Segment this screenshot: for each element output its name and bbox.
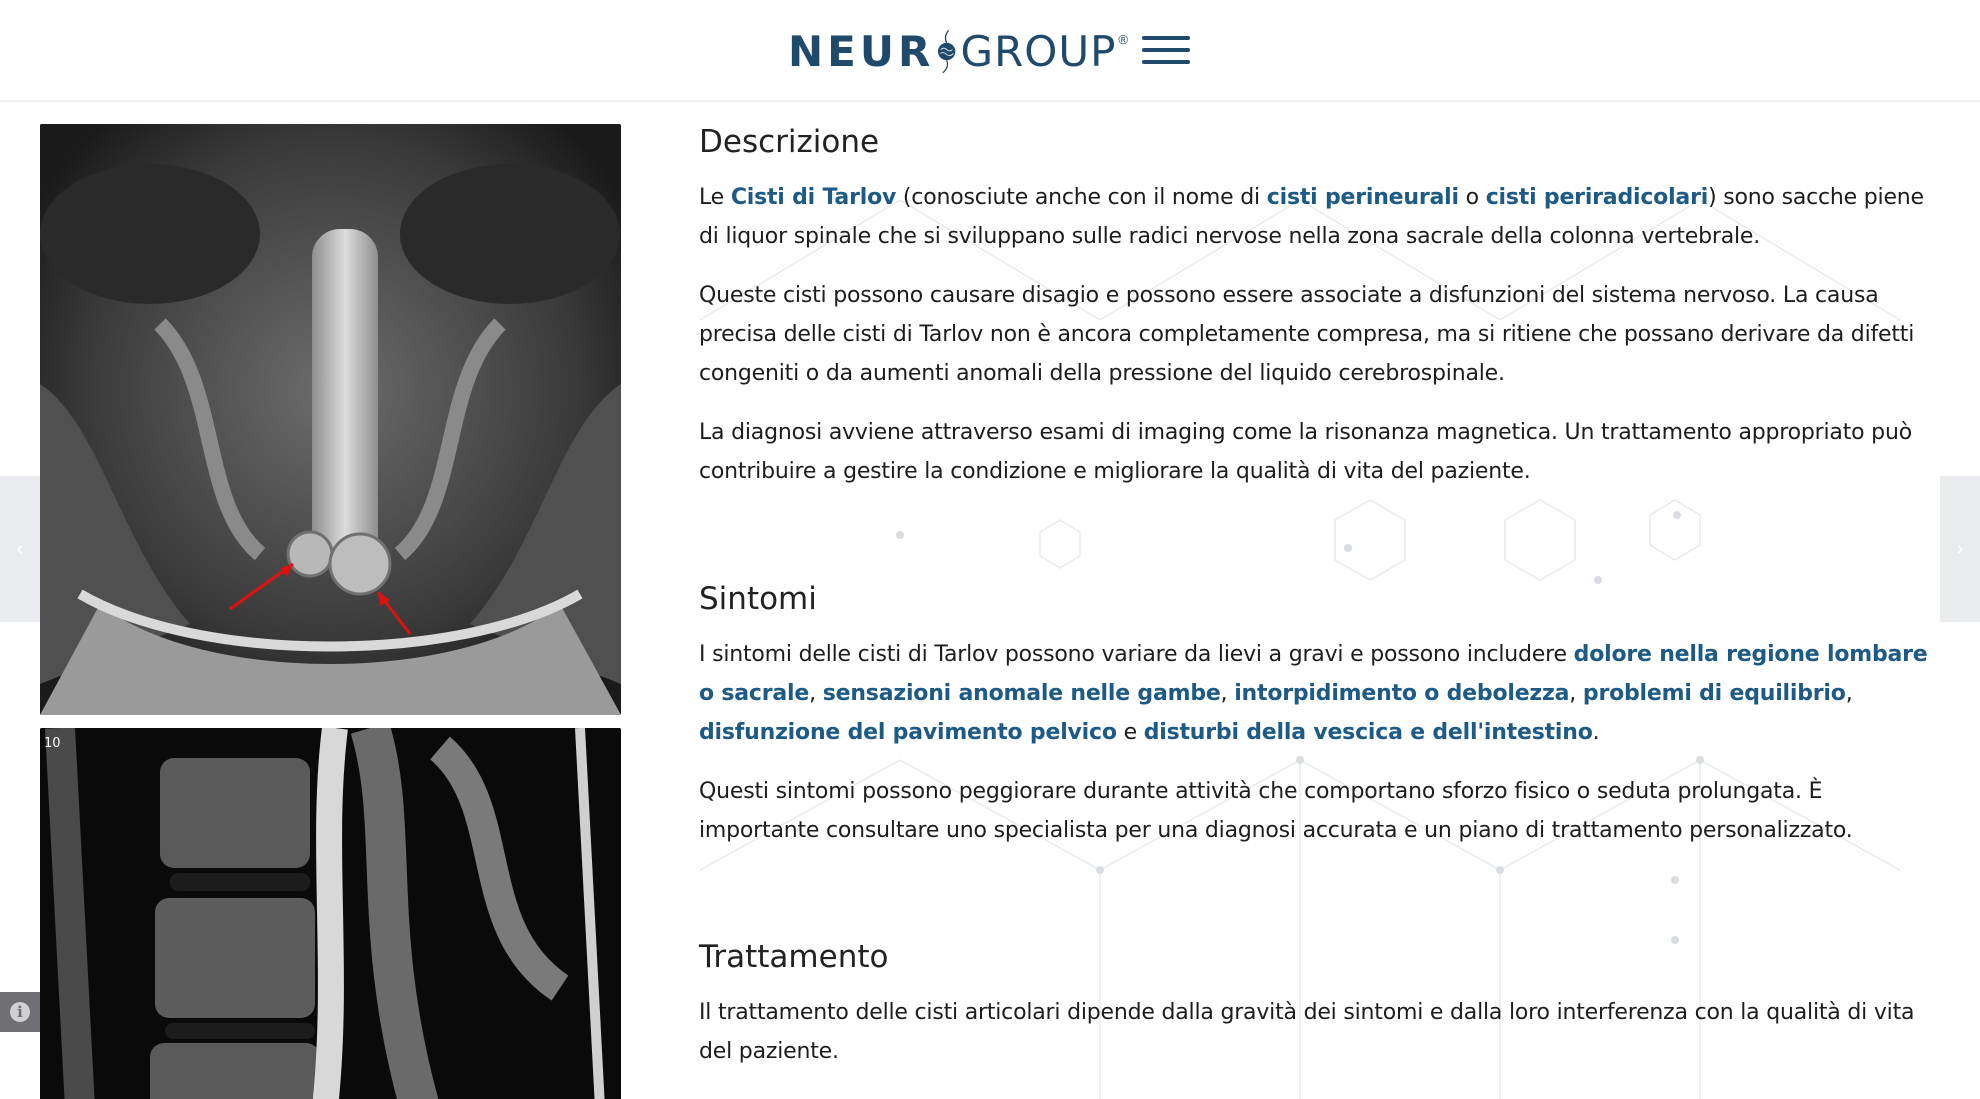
menu-bar-icon <box>1142 36 1190 40</box>
text-segment: , <box>1220 681 1235 706</box>
link-dolore-lombare[interactable]: dolore nella regione lombare o sacrale <box>699 642 1928 706</box>
mri-sagittal-image <box>40 728 621 1099</box>
section-descrizione <box>699 118 1939 511</box>
text-segment: e <box>1116 720 1144 745</box>
chevron-left-icon: ‹ <box>16 537 24 560</box>
mri-sagittal-scan <box>40 728 621 1099</box>
info-button[interactable] <box>0 992 40 1032</box>
mri-axial-image <box>40 124 621 715</box>
descrizione-paragraph-1 <box>699 178 1939 256</box>
trattamento-paragraph-1: Il trattamento delle cisti articolari dipende dalla gravità dei sintomi e dalla loro interferenza con la qualità di vita del paziente. <box>699 1000 1915 1064</box>
descrizione-paragraph-3: La diagnosi avviene attraverso esami di imaging come la risonanza magnetica. Un trattamento appropriato può contribuire a gestire la condizione e migliorare la qualità di vita del paziente. <box>699 420 1912 484</box>
link-disturbi-vescica-intestino[interactable]: disturbi della vescica e dell'intestino <box>1143 720 1593 745</box>
next-page-arrow[interactable] <box>1940 476 1980 622</box>
text-segment: Le <box>699 185 731 210</box>
menu-bar-icon <box>1142 60 1190 64</box>
menu-bar-icon <box>1142 48 1190 52</box>
text-segment: o <box>1458 185 1486 210</box>
link-cisti-di-tarlov[interactable]: Cisti di Tarlov <box>730 185 897 210</box>
text-segment: (conosciute anche con il nome di <box>896 185 1267 210</box>
sintomi-paragraph-1 <box>699 635 1939 752</box>
text-segment: ) sono sacche piene di liquor spinale che si sviluppano sulle radici nervose nella zona sacrale della colonna vertebrale. <box>699 185 1924 249</box>
text-segment: , <box>809 681 823 706</box>
site-header <box>0 0 1980 102</box>
hamburger-menu-button[interactable] <box>1142 36 1190 68</box>
link-cisti-perineurali[interactable]: cisti perineurali <box>1266 185 1459 210</box>
text-segment: , <box>1845 681 1853 706</box>
previous-page-arrow[interactable] <box>0 476 40 622</box>
neurogroup-logo[interactable] <box>788 4 1128 98</box>
section-trattamento <box>699 933 1939 1091</box>
brain-spine-logo-icon <box>936 4 958 98</box>
link-sensazioni-anomale[interactable]: sensazioni anomale nelle gambe <box>822 681 1221 706</box>
section-sintomi <box>699 575 1939 870</box>
mri-axial-scan <box>40 124 621 715</box>
descrizione-paragraph-2: Queste cisti possono causare disagio e possono essere associate a disfunzioni del sistema nervoso. La causa precisa delle cisti di Tarlov non è ancora completamente compresa, ma si ritiene che possano derivare da difetti congeniti o da aumenti anomali della pressione del liquido cerebrospinale. <box>699 283 1915 386</box>
heading-trattamento: Trattamento <box>699 939 889 975</box>
sintomi-paragraph-2: Questi sintomi possono peggiorare durante attività che comportano sforzo fisico o seduta prolungata. È importante consultare uno specialista per una diagnosi accurata e un piano di trattamento personalizzato. <box>699 779 1853 843</box>
link-problemi-equilibrio[interactable]: problemi di equilibrio <box>1582 681 1846 706</box>
logo-text-neur: NEUR <box>788 26 935 76</box>
chevron-right-icon: › <box>1956 537 1964 560</box>
text-segment: . <box>1592 720 1600 745</box>
registered-mark: ® <box>1118 32 1128 47</box>
link-disfunzione-pavimento-pelvico[interactable]: disfunzione del pavimento pelvico <box>699 720 1117 745</box>
heading-sintomi: Sintomi <box>699 581 817 617</box>
logo-text-group: GROUP <box>960 26 1117 76</box>
text-segment: , <box>1569 681 1583 706</box>
link-intorpidimento[interactable]: intorpidimento o debolezza <box>1234 681 1570 706</box>
info-icon: i <box>10 1002 30 1022</box>
image-index-label: 10 <box>44 736 61 751</box>
link-cisti-periradicolari[interactable]: cisti periradicolari <box>1485 185 1709 210</box>
text-segment: I sintomi delle cisti di Tarlov possono variare da lievi a gravi e possono includere <box>699 642 1574 667</box>
heading-descrizione: Descrizione <box>699 124 880 160</box>
